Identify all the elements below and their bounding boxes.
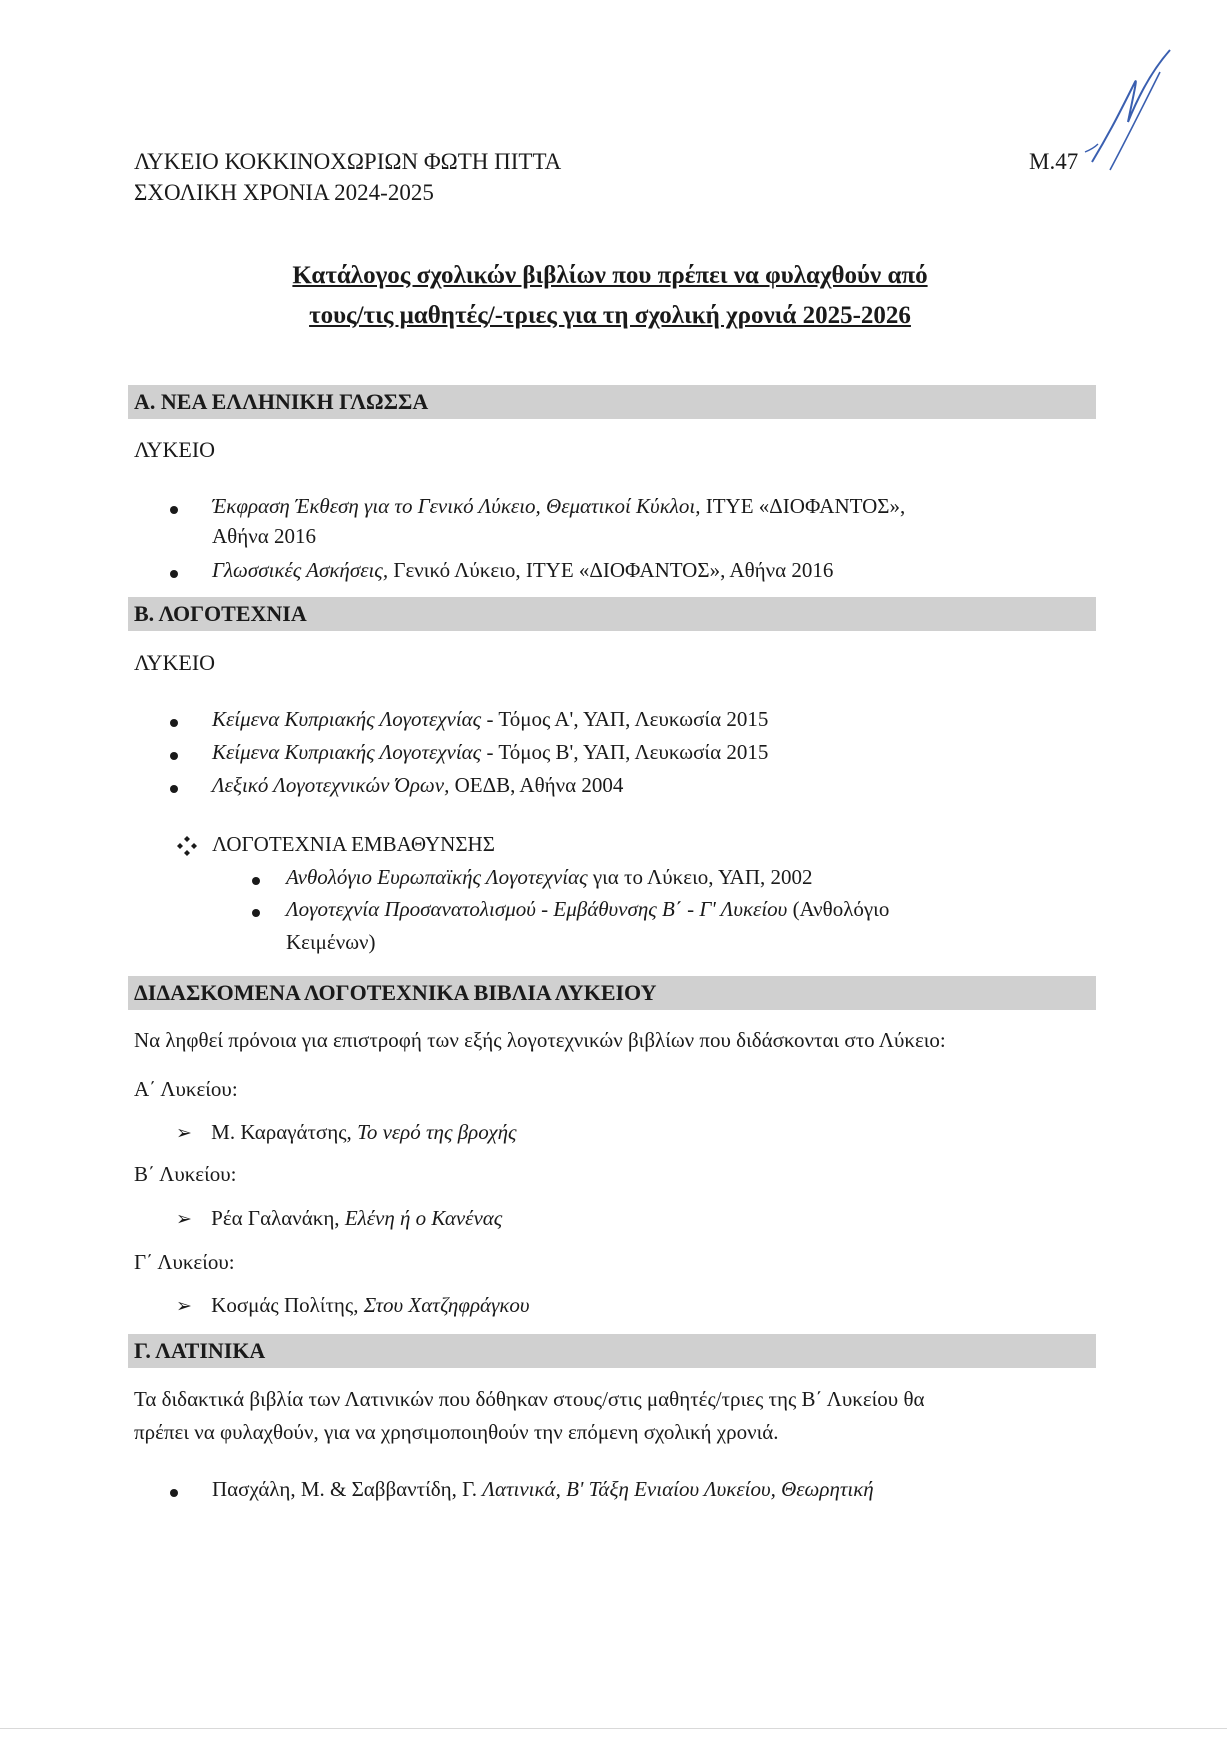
arrow-bullet-icon: ➢ xyxy=(176,1123,192,1144)
list-item xyxy=(176,1118,517,1148)
school-name: ΛΥΚΕΙΟ ΚΟΚΚΙΝΟΧΩΡΙΩΝ ΦΩΤΗ ΠΙΤΤΑ xyxy=(134,149,562,174)
arrow-bullet-icon: ➢ xyxy=(176,1209,192,1230)
book-title: Έκφραση Έκθεση για το Γενικό Λύκειο, Θεματικοί Κύκλοι, xyxy=(212,494,701,518)
document-code: Μ.47 xyxy=(1029,149,1079,174)
book-details: Γενικό Λύκειο, ΙΤΥΕ «ΔΙΟΦΑΝΤΟΣ», Αθήνα 2016 xyxy=(388,558,834,582)
section-d-paragraph: Τα διδακτικά βιβλία των Λατινικών που δόθηκαν στους/στις μαθητές/τριες της Β΄ Λυκείου θα xyxy=(134,1387,925,1411)
bullet-icon xyxy=(170,752,178,760)
bullet-icon xyxy=(170,1489,178,1497)
book-title: Λεξικό Λογοτεχνικών Όρων, xyxy=(212,773,450,797)
book-title: Κείμενα Κυπριακής Λογοτεχνίας xyxy=(212,707,482,731)
list-item xyxy=(176,1204,502,1234)
bullet-icon xyxy=(170,506,178,514)
bullet-icon xyxy=(252,877,260,885)
book-details: ΟΕΔΒ, Αθήνα 2004 xyxy=(449,773,624,797)
school-year: ΣΧΟΛΙΚΗ ΧΡΟΝΙΑ 2024-2025 xyxy=(134,180,434,205)
bullet-icon xyxy=(170,719,178,727)
arrow-bullet-icon: ➢ xyxy=(176,1296,192,1317)
section-heading-b: Β. ΛΟΓΟΤΕΧΝΙΑ xyxy=(128,597,1096,631)
bullet-icon xyxy=(170,785,178,793)
document-title-line2: τους/τις μαθητές/-τριες για τη σχολική χρονιά 2025-2026 xyxy=(309,302,911,329)
book-details: (Ανθολόγιο xyxy=(787,897,890,921)
book-details: - Τόμος Β', ΥΑΠ, Λευκωσία 2015 xyxy=(481,740,769,764)
book-details: ΙΤΥΕ «ΔΙΟΦΑΝΤΟΣ», xyxy=(700,494,906,518)
book-title: Στου Χατζηφράγκου xyxy=(363,1293,530,1317)
book-details: για το Λύκειο, ΥΑΠ, 2002 xyxy=(587,865,813,889)
document-title-line1: Κατάλογος σχολικών βιβλίων που πρέπει να φυλαχθούν από xyxy=(292,262,928,289)
bullet-icon xyxy=(252,909,260,917)
book-title: Γλωσσικές Ασκήσεις, xyxy=(212,558,389,582)
bullet-icon xyxy=(170,570,178,578)
signature xyxy=(1080,42,1210,172)
book-title: Κείμενα Κυπριακής Λογοτεχνίας xyxy=(212,740,482,764)
deep-literature-label: ΛΟΓΟΤΕΧΝΙΑ ΕΜΒΑΘΥΝΣΗΣ xyxy=(212,832,495,856)
section-c-intro: Να ληφθεί πρόνοια για επιστροφή των εξής λογοτεχνικών βιβλίων που διδάσκονται στο Λύκειο: xyxy=(134,1028,946,1052)
page-bottom-edge xyxy=(0,1728,1227,1729)
book-details-cont: Κειμένων) xyxy=(286,930,376,954)
book-details: - Τόμος Α', ΥΑΠ, Λευκωσία 2015 xyxy=(481,707,769,731)
section-a-level: ΛΥΚΕΙΟ xyxy=(134,437,216,462)
author: Ρέα Γαλανάκη, xyxy=(211,1206,345,1230)
book-title: Το νερό της βροχής xyxy=(357,1120,517,1144)
section-b-level: ΛΥΚΕΙΟ xyxy=(134,650,216,675)
section-heading-a: Α. ΝΕΑ ΕΛΛΗΝΙΚΗ ΓΛΩΣΣΑ xyxy=(128,385,1096,419)
book-authors: Πασχάλη, Μ. & Σαββαντίδη, Γ. xyxy=(212,1477,483,1501)
book-title: Λογοτεχνία Προσανατολισμού - Εμβάθυνσης Β΄ - Γ' Λυκείου xyxy=(286,897,788,921)
diamond-bullet-icon xyxy=(176,835,198,857)
book-details-cont: Αθήνα 2016 xyxy=(212,524,316,548)
section-heading-c: ΔΙΔΑΣΚΟΜΕΝΑ ΛΟΓΟΤΕΧΝΙΚΑ ΒΙΒΛΙΑ ΛΥΚΕΙΟΥ xyxy=(128,976,1096,1010)
book-title: Ανθολόγιο Ευρωπαϊκής Λογοτεχνίας xyxy=(286,865,588,889)
grade-label: Β΄ Λυκείου: xyxy=(134,1162,237,1186)
book-title: Ελένη ή ο Κανένας xyxy=(344,1206,503,1230)
book-title: Λατινικά, Β' Τάξη Ενιαίου Λυκείου, Θεωρητική xyxy=(482,1477,874,1501)
list-item xyxy=(176,1291,530,1321)
author: Μ. Καραγάτσης, xyxy=(211,1120,358,1144)
section-heading-d: Γ. ΛΑΤΙΝΙΚΑ xyxy=(128,1334,1096,1368)
grade-label: Γ΄ Λυκείου: xyxy=(134,1250,235,1274)
grade-label: Α΄ Λυκείου: xyxy=(134,1077,238,1101)
section-d-paragraph-cont: πρέπει να φυλαχθούν, για να χρησιμοποιηθούν την επόμενη σχολική χρονιά. xyxy=(134,1420,779,1444)
author: Κοσμάς Πολίτης, xyxy=(211,1293,364,1317)
